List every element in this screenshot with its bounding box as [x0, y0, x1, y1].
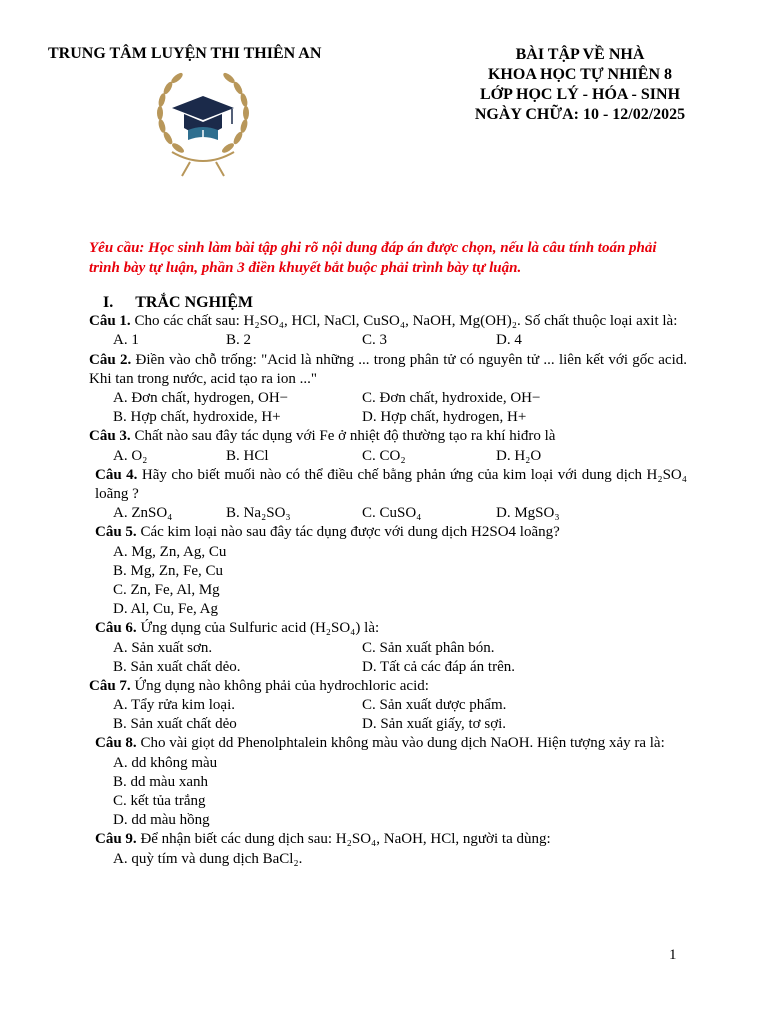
requirement-text: Yêu cầu: Học sinh làm bài tập ghi rõ nội dung đáp án được chọn, nếu là câu tính toán phải trình bày tự luận, phần 3 điền khuyết bắt buộc phải trình bày tự luận. [89, 240, 657, 276]
question-label: Câu 3. [89, 428, 131, 445]
question-6 [89, 619, 687, 638]
question-3 [89, 427, 687, 446]
option-b: B. Na₂SO₃ [226, 505, 291, 522]
option-d: D. Tất cả các đáp án trên. [362, 658, 515, 675]
question-text: Cho các chất sau: H₂SO₄, HCl, NaCl, CuSO₄, NaOH, Mg(OH)₂. Số chất thuộc loại axit là: [134, 313, 678, 330]
option-a: A. dd không màu [113, 754, 218, 771]
header-right [440, 45, 720, 125]
question-text: Để nhận biết các dung dịch sau: H₂SO₄, NaOH, HCl, người ta dùng: [140, 831, 551, 848]
option-a: A. O₂ [113, 447, 148, 464]
options-row [89, 408, 687, 427]
question-text: Chất nào sau đây tác dụng với Fe ở nhiệt độ thường tạo ra khí hiđro là [134, 428, 556, 445]
option-a: A. ZnSO₄ [113, 505, 173, 522]
homework-title: BÀI TẬP VỀ NHÀ [515, 46, 645, 63]
option-d: D. 4 [496, 332, 522, 349]
option-d: D. Sản xuất giấy, tơ sợi. [362, 716, 507, 733]
section-heading [89, 293, 687, 312]
option-a: A. Mg, Zn, Ag, Cu [113, 543, 227, 560]
question-text: Ứng dụng nào không phải của hydrochloric acid: [134, 677, 429, 694]
option-b: B. HCl [226, 447, 269, 464]
option-c: C. 3 [362, 332, 388, 349]
question-label: Câu 9. [95, 831, 137, 848]
option-c: C. Zn, Fe, Al, Mg [113, 581, 220, 598]
question-label: Câu 5. [95, 524, 137, 541]
option-c: C. Sản xuất dược phẩm. [362, 697, 507, 714]
options-row [89, 639, 687, 658]
options-row [89, 447, 687, 466]
option-d: D. MgSO₃ [496, 505, 560, 522]
center-name: TRUNG TÂM LUYỆN THI THIÊN AN [48, 45, 322, 62]
option-a: A. Tẩy rửa kim loại. [113, 697, 235, 714]
option-b: B. Hợp chất, hydroxide, H+ [113, 409, 281, 426]
option-b: B. dd màu xanh [113, 773, 208, 790]
option-b: B. Sản xuất chất dẻo. [113, 658, 241, 675]
question-label: Câu 1. [89, 313, 131, 330]
section-number: I. [103, 294, 114, 311]
option-c: C. kết tủa trắng [113, 793, 206, 810]
options-row [89, 389, 687, 408]
option-c: C. CuSO₄ [362, 505, 422, 522]
graduation-cap-laurel-logo [150, 66, 256, 178]
option-a: A. Đơn chất, hydrogen, OH− [113, 389, 289, 406]
question-label: Câu 8. [95, 735, 137, 752]
question-label: Câu 7. [89, 677, 131, 694]
class-title: LỚP HỌC LÝ - HÓA - SINH [479, 86, 681, 103]
page-number: 1 [669, 947, 677, 963]
subject-title: KHOA HỌC TỰ NHIÊN 8 [487, 66, 673, 83]
options-row [89, 331, 687, 350]
option-b: B. Sản xuất chất dẻo [113, 716, 237, 733]
options-row [89, 715, 687, 734]
question-label: Câu 2. [89, 351, 132, 368]
option-a: A. quỳ tím và dung dịch BaCl₂. [113, 850, 303, 867]
section-title: TRẮC NGHIỆM [135, 294, 254, 311]
question-text: Các kim loại nào sau đây tác dụng được với dung dịch H2SO4 loãng? [140, 524, 560, 541]
question-7 [89, 677, 687, 696]
options-row [89, 696, 687, 715]
options-row [89, 504, 687, 523]
option-d: D. Al, Cu, Fe, Ag [113, 601, 219, 618]
option-d: D. H₂O [496, 447, 542, 464]
question-text: Hãy cho biết muối nào có thể điều chế bằng phản ứng của kim loại với dung dịch H₂SO₄ loãng ? [95, 466, 687, 502]
question-text: Ứng dụng của Sulfuric acid (H₂SO₄) là: [140, 620, 380, 637]
question-1 [89, 312, 687, 331]
question-label: Câu 6. [95, 620, 137, 637]
option-c: C. Đơn chất, hydroxide, OH− [362, 389, 541, 406]
question-9 [89, 830, 687, 849]
options-row [89, 658, 687, 677]
question-label: Câu 4. [95, 466, 138, 483]
option-c: C. CO₂ [362, 447, 406, 464]
question-4 [89, 466, 687, 504]
question-text: Điền vào chỗ trống: "Acid là những ... trong phân tử có nguyên tử ... liên kết với gốc acid. Khi tan trong nước, acid tạo ra ion ..." [89, 351, 687, 387]
option-b: B. 2 [226, 332, 252, 349]
option-b: B. Mg, Zn, Fe, Cu [113, 562, 224, 579]
option-d: D. dd màu hồng [113, 812, 210, 829]
option-a: A. 1 [113, 332, 139, 349]
date-title: NGÀY CHỮA: 10 - 12/02/2025 [474, 106, 686, 123]
option-a: A. Sản xuất sơn. [113, 639, 213, 656]
questions-body [89, 293, 687, 869]
question-8 [89, 734, 687, 753]
option-d: D. Hợp chất, hydrogen, H+ [362, 409, 527, 426]
question-text: Cho vài giọt dd Phenolphtalein không màu vào dung dịch NaOH. Hiện tượng xảy ra là: [140, 735, 665, 752]
question-2 [89, 351, 687, 389]
question-5 [89, 523, 687, 542]
option-c: C. Sản xuất phân bón. [362, 639, 495, 656]
